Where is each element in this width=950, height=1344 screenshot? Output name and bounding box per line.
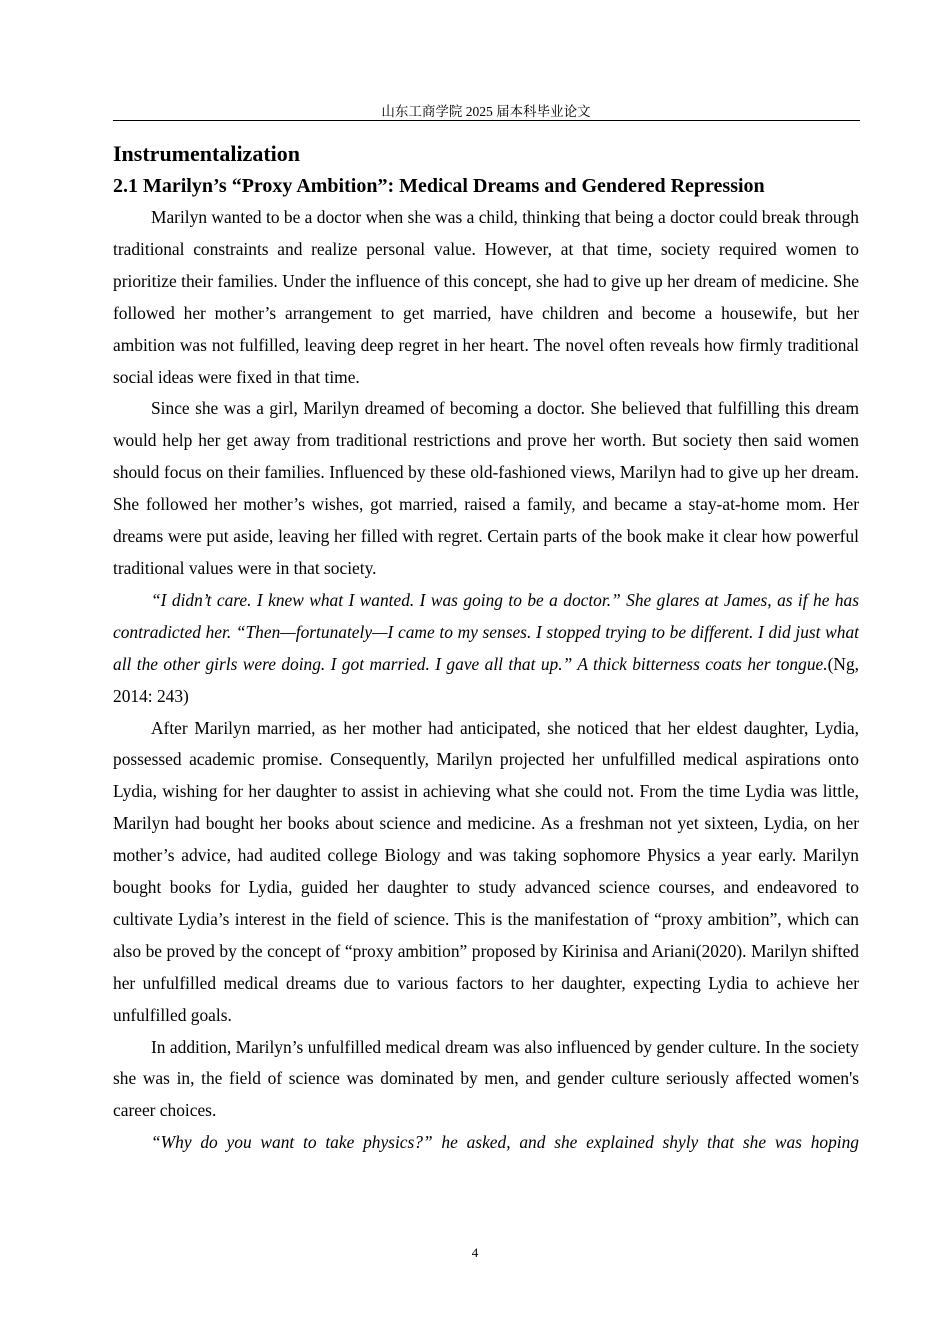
body-paragraph: Since she was a girl, Marilyn dreamed of becoming a doctor. She believed that fulfilling this dream would help her get away from traditional restrictions and prove her worth. But society then said women should focus on their families. Influenced by these old-fashioned views, Marilyn had to give up her dream. She followed her mother’s wishes, got married, raised a family, and became a stay-at-home mom. Her dreams were put aside, leaving her filled with regret. Certain parts of the book make it clear how powerful traditional values were in that society. — [113, 398, 859, 578]
subsection-title: 2.1 Marilyn’s “Proxy Ambition”: Medical Dreams and Gendered Repression — [113, 175, 765, 197]
page-number: 4 — [471, 1245, 479, 1260]
body-paragraph: After Marilyn married, as her mother had anticipated, she noticed that her eldest daughter, Lydia, possessed academic promise. Consequently, Marilyn projected her unfulfilled medical aspirations onto Lydia, wishing for her daughter to assist in achieving what she could not. From the time Lydia was little, Marilyn had bought her books about science and medicine. As a freshman not yet sixteen, Lydia, on her mother’s advice, had audited college Biology and was taking sophomore Physics a year early. Marilyn bought books for Lydia, guided her daughter to study advanced science courses, and endeavored to cultivate Lydia’s interest in the field of science. This is the manifestation of “proxy ambition”, which can also be proved by the concept of “proxy ambition” proposed by Kirinisa and Ariani(2020). Marilyn shifted her unfulfilled medical dreams due to various factors to her daughter, expecting Lydia to achieve her unfulfilled goals. — [113, 717, 859, 1025]
body-paragraph: In addition, Marilyn’s unfulfilled medical dream was also influenced by gender culture. In the society she was in, the field of science was dominated by men, and gender culture seriously affected women's career choices. — [113, 1036, 859, 1121]
running-header: 山东工商学院 2025 届本科毕业论文 — [381, 104, 591, 119]
quote-paragraph — [113, 585, 859, 713]
section-title: Instrumentalization — [113, 141, 300, 166]
quote-citation: (Ng, 2014: 243) — [113, 653, 859, 706]
body-paragraph: Marilyn wanted to be a doctor when she was a child, thinking that being a doctor could break through traditional constraints and realize personal value. However, at that time, society required women to prioritize their families. Under the influence of this concept, she had to give up her dream of medicine. She followed her mother’s arrangement to get married, have children and become a housewife, but her ambition was not fulfilled, leaving deep regret in her heart. The novel often reveals how firmly traditional social ideas were fixed in that time. — [113, 207, 859, 387]
header-rule — [113, 120, 860, 121]
page-body — [113, 138, 859, 1159]
quote-text: “I didn’t care. I knew what I wanted. I was going to be a doctor.” She glares at James, as if he has contradicted her. “Then—fortunately—I came to my senses. I stopped trying to be different. I did just what all the other girls were doing. I got married. I gave all that up.” A thick bitterness coats her tongue. — [113, 589, 859, 674]
quote-paragraph: “Why do you want to take physics?” he asked, and she explained shyly that she was hoping — [151, 1132, 859, 1153]
